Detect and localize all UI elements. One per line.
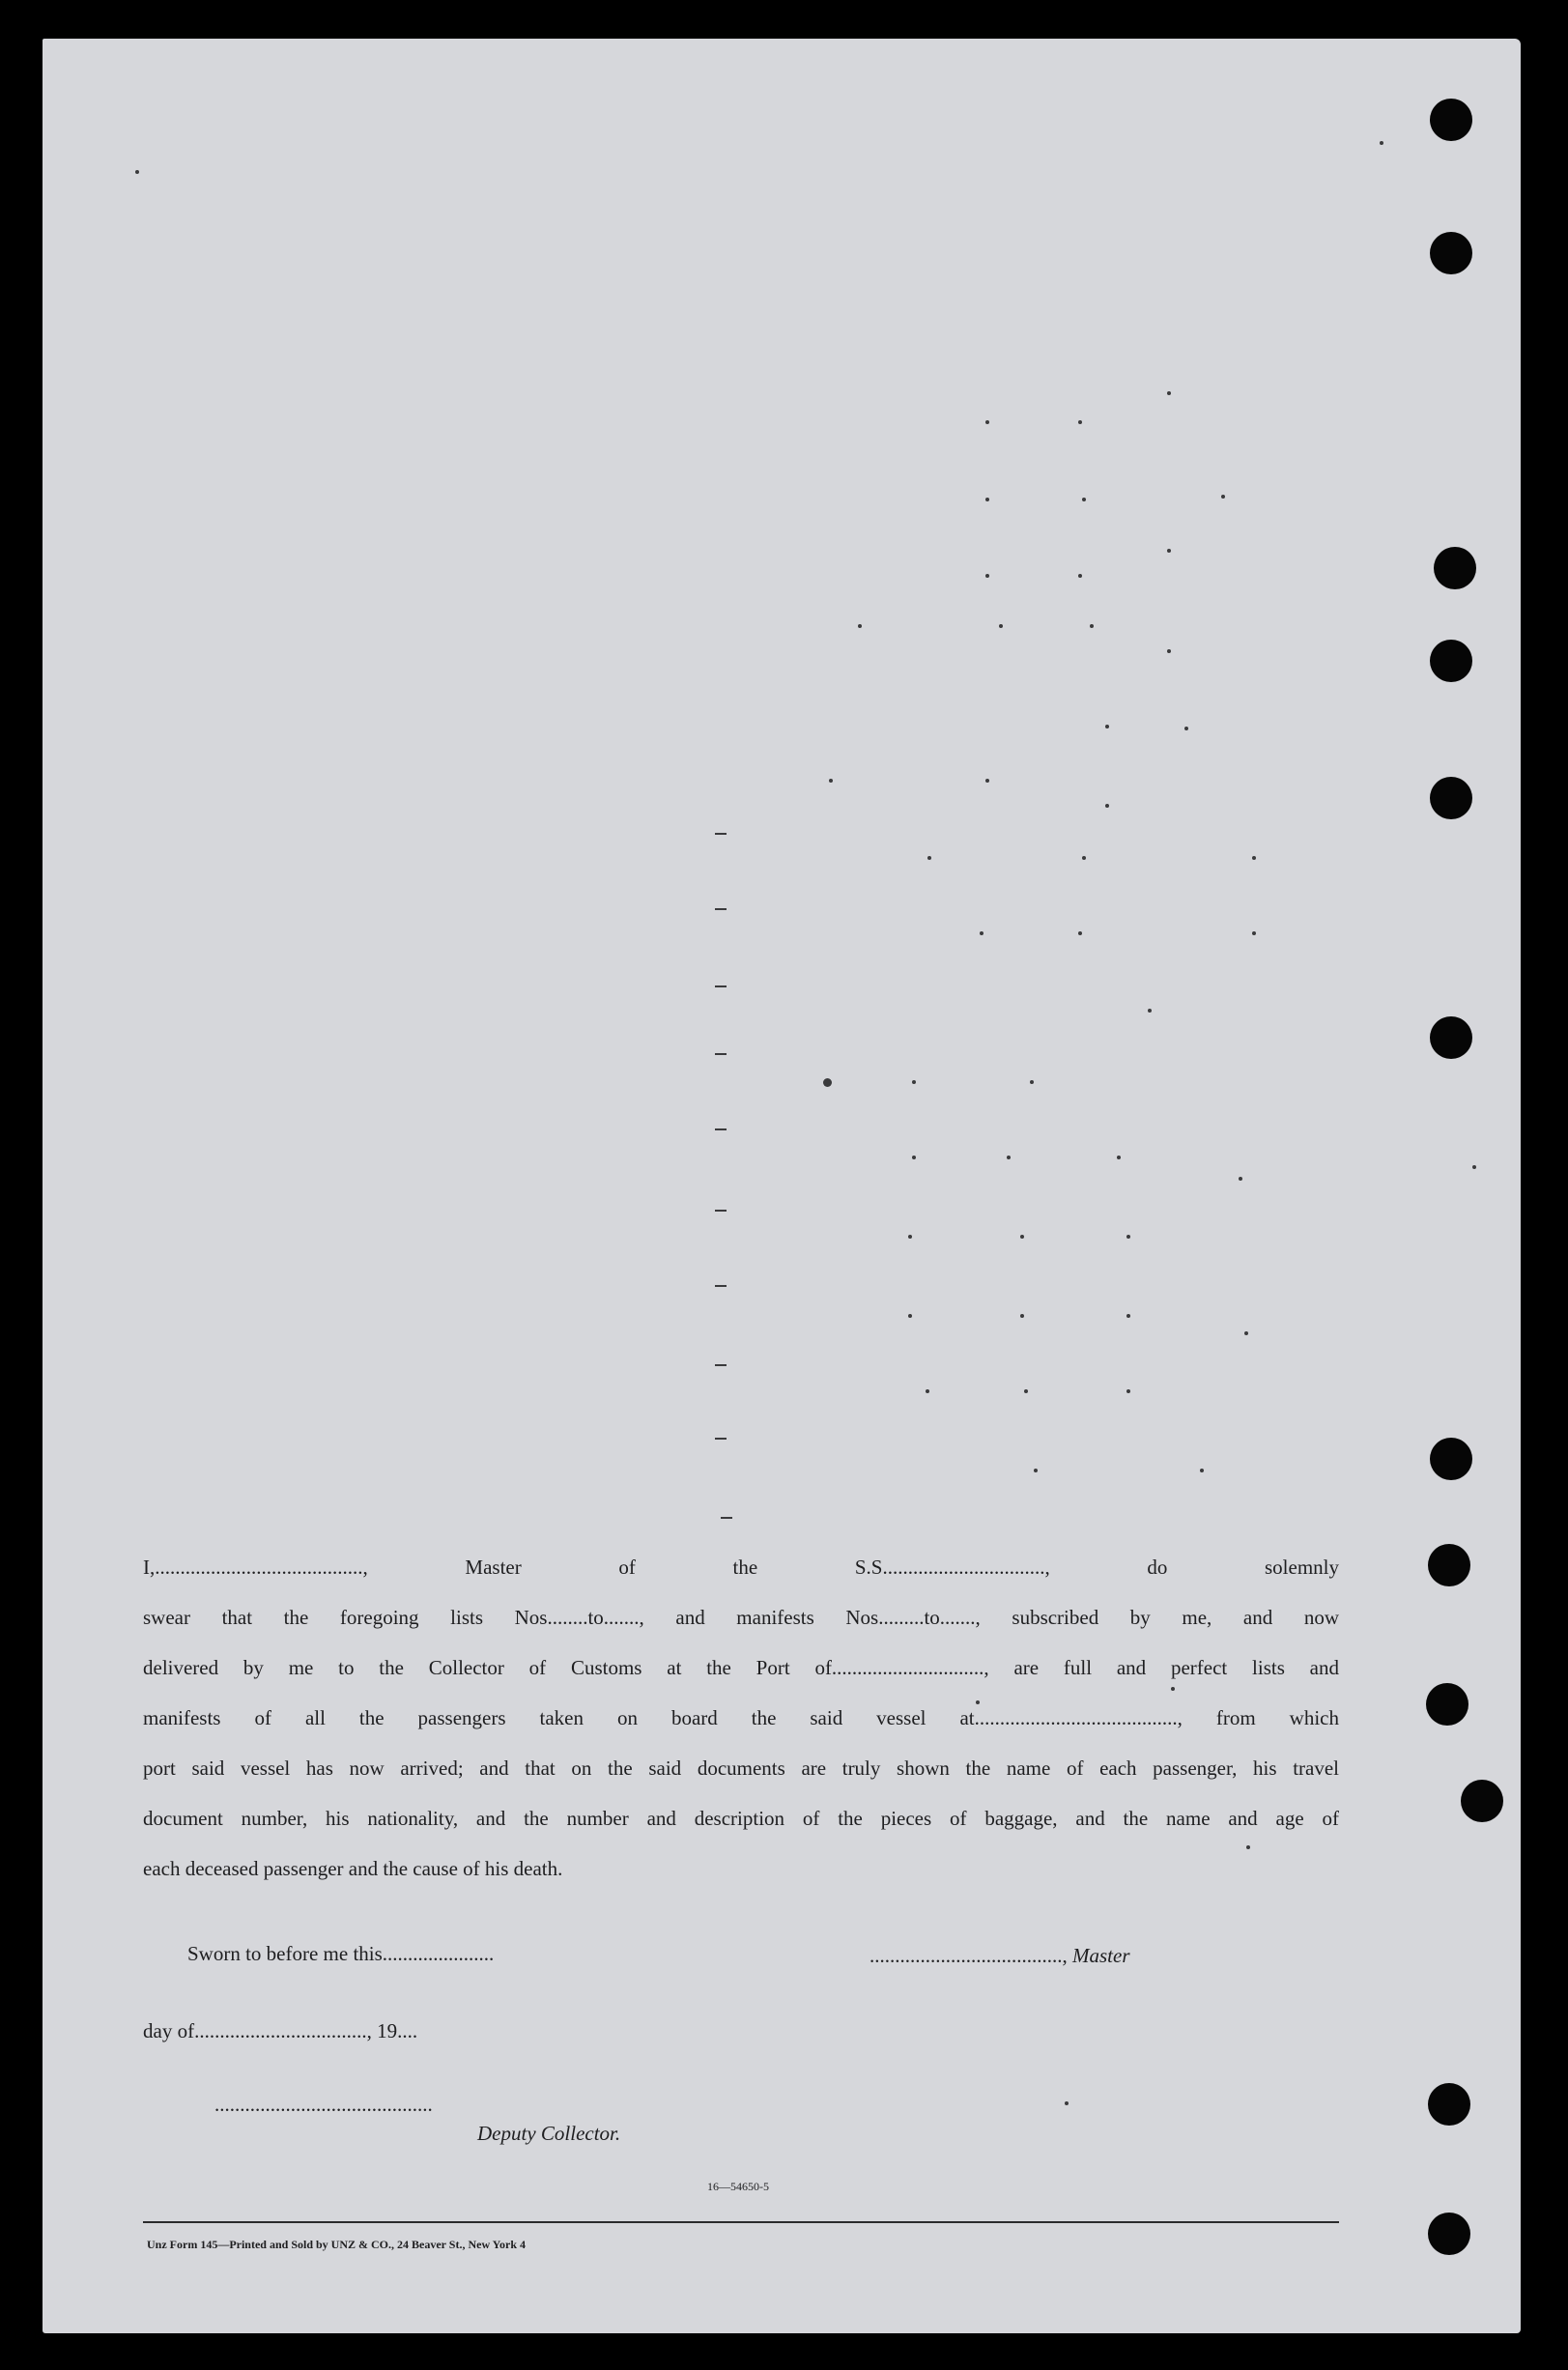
binder-hole bbox=[1430, 640, 1472, 682]
binder-hole bbox=[1430, 1016, 1472, 1059]
deputy-collector-label bbox=[477, 2122, 620, 2146]
master-signature-line: ......................................, bbox=[870, 1944, 1072, 1967]
oath-line-4 bbox=[143, 1706, 1339, 1730]
bleed-through-dash bbox=[715, 985, 727, 987]
oath-text: I,........................................., Master of the S.S................................, do solemnly bbox=[143, 1556, 1339, 1579]
oath-line-7 bbox=[143, 1857, 562, 1881]
oath-text: port said vessel has now arrived; and that on the said documents are truly shown the name of each passenger, his travel bbox=[143, 1756, 1339, 1780]
bleed-through-dash bbox=[715, 1210, 727, 1212]
day-of-text bbox=[143, 2019, 417, 2043]
deputy-dots: ........................................... bbox=[214, 2093, 433, 2116]
sworn-line: Sworn to before me this...................... bbox=[187, 1942, 495, 1965]
oath-line-5 bbox=[143, 1756, 1339, 1781]
binder-hole bbox=[1428, 2213, 1470, 2255]
form-code-text: 16—54650-5 bbox=[707, 2180, 769, 2193]
bleed-through-dash bbox=[721, 1517, 732, 1519]
bleed-through-dash bbox=[715, 1364, 727, 1366]
binder-hole bbox=[1428, 2083, 1470, 2126]
bleed-through-dash bbox=[715, 1285, 727, 1287]
oath-line-2 bbox=[143, 1606, 1339, 1630]
oath-text: manifests of all the passengers taken on board the said vessel at........................................, from which bbox=[143, 1706, 1339, 1729]
oath-text: document number, his nationality, and the number and description of the pieces of baggage, and the name and age of bbox=[143, 1807, 1339, 1830]
master-signature bbox=[870, 1944, 1130, 1968]
form-code bbox=[707, 2180, 769, 2194]
oath-line-6 bbox=[143, 1807, 1339, 1831]
deputy-signature-line bbox=[214, 2093, 433, 2117]
bleed-through-dash bbox=[715, 833, 727, 835]
oath-text: each deceased passenger and the cause of his death. bbox=[143, 1857, 563, 1880]
binder-hole bbox=[1434, 547, 1476, 589]
binder-hole bbox=[1428, 1544, 1470, 1586]
bleed-through-dash bbox=[715, 1053, 727, 1055]
imprint-text: Unz Form 145—Printed and Sold by UNZ & CO., 24 Beaver St., New York 4 bbox=[147, 2238, 526, 2251]
bleed-through-dash bbox=[715, 1438, 727, 1440]
oath-line-1 bbox=[143, 1556, 1339, 1580]
binder-hole bbox=[1461, 1780, 1503, 1822]
printer-imprint bbox=[147, 2238, 526, 2252]
master-label: Master bbox=[1072, 1944, 1130, 1967]
manifest-page bbox=[43, 39, 1521, 2333]
sworn-text bbox=[187, 1942, 494, 1966]
oath-text: swear that the foregoing lists Nos........to......., and manifests Nos.........to......., subscribed by me, and now bbox=[143, 1606, 1339, 1629]
binder-hole bbox=[1430, 99, 1472, 141]
bleed-through-dash bbox=[715, 908, 727, 910]
binder-hole bbox=[1430, 232, 1472, 274]
day-of-line: day of.................................., 19.... bbox=[143, 2019, 418, 2042]
bleed-through-dash bbox=[715, 1128, 727, 1130]
binder-hole bbox=[1430, 777, 1472, 819]
binder-hole bbox=[1430, 1438, 1472, 1480]
oath-line-3 bbox=[143, 1656, 1339, 1680]
deputy-label: Deputy Collector. bbox=[477, 2122, 621, 2145]
footer-rule bbox=[143, 2221, 1339, 2223]
oath-text: delivered by me to the Collector of Customs at the Port of.............................., are full and perfect lists and bbox=[143, 1656, 1339, 1679]
binder-hole bbox=[1426, 1683, 1468, 1726]
